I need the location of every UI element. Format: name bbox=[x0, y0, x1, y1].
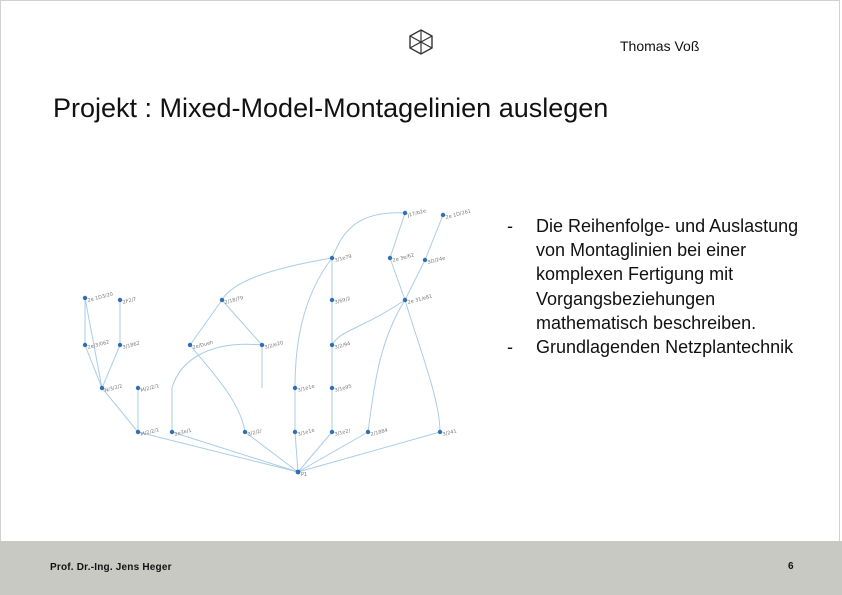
svg-text:2e 1D/261: 2e 1D/261 bbox=[444, 208, 472, 221]
bullet-text: Grundlagenden Netzplantechnik bbox=[536, 337, 794, 358]
svg-text:2/1884: 2/1884 bbox=[369, 427, 389, 438]
svg-text:3/1e79: 3/1e79 bbox=[333, 253, 353, 264]
author-name: Thomas Voß bbox=[620, 38, 700, 54]
svg-text:3/1e1e: 3/1e1e bbox=[296, 427, 316, 438]
bullet-text: Die Reihenfolge- und Auslastung von Montaglinien bei einer komplexen Fertigung mit Vorgangsbeziehungen mathematisch beschreiben. bbox=[536, 216, 799, 333]
svg-text:3/2/2/: 3/2/2/ bbox=[246, 428, 263, 438]
svg-text:3/2/94: 3/2/94 bbox=[333, 340, 352, 351]
svg-text:3/1e1e: 3/1e1e bbox=[296, 383, 316, 394]
svg-text:3/241: 3/241 bbox=[441, 428, 458, 438]
svg-text:3/1862: 3/1862 bbox=[121, 340, 141, 351]
bullet-item bbox=[500, 335, 820, 359]
svg-text:2e/Dueh: 2e/Dueh bbox=[191, 339, 215, 351]
svg-text:2e3e/1: 2e3e/1 bbox=[173, 427, 193, 438]
svg-text:2F2/7: 2F2/7 bbox=[121, 296, 138, 306]
svg-text:N/3/2/2: N/3/2/2 bbox=[103, 383, 124, 394]
svg-text:3/2/e20: 3/2/e20 bbox=[263, 340, 285, 351]
cube-icon bbox=[409, 29, 433, 55]
network-graph-figure bbox=[72, 200, 472, 490]
bullet-dash: - bbox=[507, 337, 513, 358]
svg-text:J17/b2e: J17/b2e bbox=[406, 208, 427, 219]
bullet-list bbox=[500, 214, 820, 359]
page-number: 6 bbox=[788, 561, 794, 572]
presenter-name: Prof. Dr.-Ing. Jens Heger bbox=[50, 562, 172, 573]
svg-text:M/2/2/1: M/2/2/1 bbox=[139, 383, 160, 394]
svg-text:3/1e95: 3/1e95 bbox=[333, 383, 353, 394]
svg-text:3/69/2: 3/69/2 bbox=[333, 295, 352, 306]
svg-text:2e 3e/62: 2e 3e/62 bbox=[391, 252, 415, 264]
svg-text:2/18/79: 2/18/79 bbox=[223, 295, 245, 306]
svg-text:2e 31/e81: 2e 31/e81 bbox=[406, 293, 433, 306]
bullet-item bbox=[500, 214, 820, 335]
svg-text:2e 1D3/20: 2e 1D3/20 bbox=[86, 291, 114, 304]
page-title: Projekt : Mixed-Model-Montagelinien auslegen bbox=[53, 93, 609, 123]
svg-text:M/2/2/1: M/2/2/1 bbox=[139, 427, 160, 438]
svg-text:2e/3/062: 2e/3/062 bbox=[86, 339, 111, 351]
footer-bar bbox=[0, 541, 842, 595]
svg-text:3/1e2/: 3/1e2/ bbox=[333, 427, 351, 438]
bullet-dash: - bbox=[507, 216, 513, 236]
svg-text:P1: P1 bbox=[301, 472, 308, 478]
svg-text:3D/24e: 3D/24e bbox=[426, 255, 447, 266]
